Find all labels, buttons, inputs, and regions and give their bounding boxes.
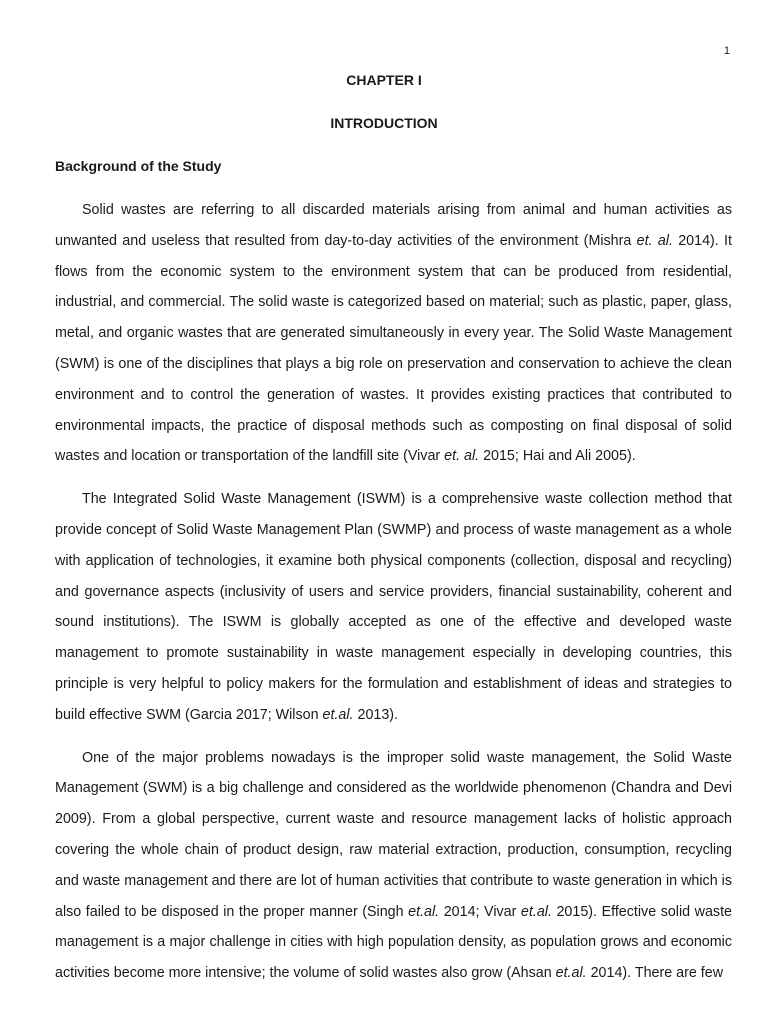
citation-etal: et. al.: [444, 448, 480, 465]
paragraph-2: The Integrated Solid Waste Management (ISWM) is a comprehensive waste collection method that provide concept of Solid Waste Management Plan (SWMP) and process of waste management as a whole with application of technologies, it examine both physical components (collection, disposal and recycling) and governance aspects (inclusivity of users and service providers, financial sustainability, coherent and sound institutions). The ISWM is globally accepted as one of the effective and developed waste management to promote sustainability in waste management especially in developing countries, this principle is very helpful to policy makers for the formulation and establishment of ideas and strategies to build effective SWM (Garcia 2017; Wilson et.al. 2013).: [55, 491, 732, 723]
page-title: INTRODUCTION: [330, 115, 438, 131]
body-text: [55, 195, 732, 1001]
citation-etal: et. al.: [636, 232, 673, 249]
chapter-heading: CHAPTER I: [346, 72, 422, 88]
section-heading: Background of the Study: [55, 158, 222, 174]
citation-etal: et.al.: [408, 903, 440, 920]
page-number: 1: [723, 45, 730, 57]
citation-etal: et.al.: [520, 903, 552, 920]
citation-etal: et.al.: [322, 706, 354, 723]
citation-etal: et.al.: [555, 965, 587, 982]
paragraph-3: One of the major problems nowadays is the improper solid waste management, the Solid Waste Management (SWM) is a big challenge and considered as the worldwide phenomenon (Chandra and Devi 2009). From a global perspective, current waste and resource management lacks of holistic approach covering the whole chain of product design, raw material extraction, production, consumption, recycling and waste management and there are lot of human activities that contribute to waste generation in which is also failed to be disposed in the proper manner (Singh et.al. 2014; Vivar et.al. 2015). Effective solid waste management is a major challenge in cities with high population density, as population grows and economic activities become more intensive; the volume of solid wastes also grow (Ahsan et.al. 2014). There are few: [55, 749, 733, 982]
paragraph-1: Solid wastes are referring to all discarded materials arising from animal and human activities as unwanted and useless that resulted from day-to-day activities of the environment (Mishra et. al. 2014). It flows from the economic system to the environment system that can be produced from residential, industrial, and commercial. The solid waste is categorized based on material; such as plastic, paper, glass, metal, and organic wastes that are generated simultaneously in every year. The Solid Waste Management (SWM) is one of the disciplines that plays a big role on preservation and conservation to achieve the clean environment and to control the generation of wastes. It provides existing practices that contributed to environmental impacts, the practice of disposal methods such as composting on final disposal of solid wastes and location or transportation of the landfill site (Vivar et. al. 2015; Hai and Ali 2005).: [55, 202, 733, 465]
